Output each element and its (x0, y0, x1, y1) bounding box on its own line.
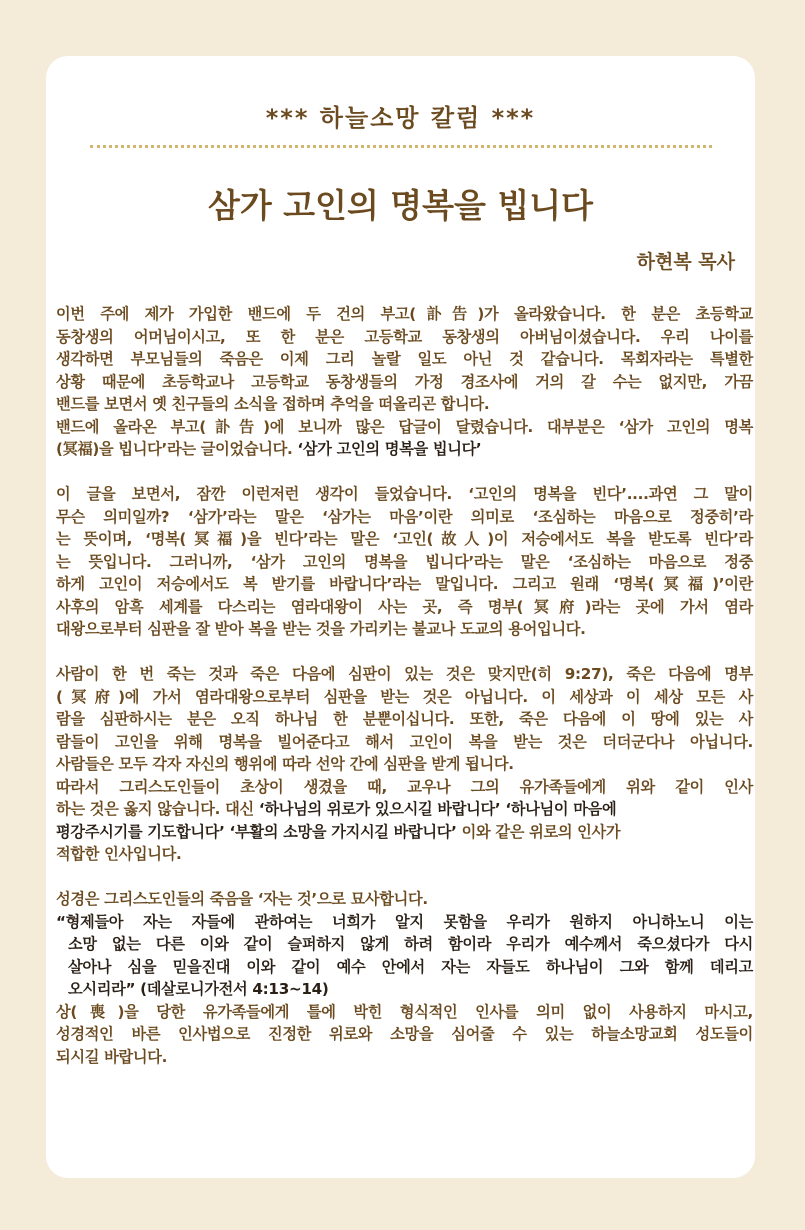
body-text: 하는 것은 옳지 않습니다. 대신 (56, 800, 259, 818)
body-line: 되시길 바랍니다. (56, 1047, 168, 1066)
column-header: *** 하늘소망 칼럼 *** (265, 104, 536, 132)
body-line: 하게 고인이 저승에서도 복 받기를 바랍니다’라는 말입니다. 그리고 원래 ‘명복(冥福)’이란 (56, 575, 753, 593)
body-line: 생각하면 부모님들의 죽음은 이제 그리 놀랄 일도 아닌 것 같습니다. 목회자라는 특별한 (56, 350, 753, 368)
quote-line: 오시리라” (데살로니가전서 4:13~14) (68, 980, 329, 998)
body-line: 는 뜻입니다. 그러니까, ‘삼가 고인의 명복을 빕니다’라는 말은 ‘조심하는 마음으로 정중 (56, 552, 753, 571)
paragraph-gap (56, 641, 753, 664)
body-line: 람들이 고인을 위해 명복을 빌어준다고 해서 고인이 복을 받는 것은 더더군다나 아닙니다. (56, 732, 753, 751)
body-line: 사후의 암흑 세계를 다스리는 염라대왕이 사는 곳, 즉 명부(冥府)라는 곳에 가서 염라 (56, 597, 753, 616)
quote-line: 소망 없는 다른 이와 같이 슬퍼하지 않게 하려 함이라 우리가 예수께서 죽으셨다가 다시 (68, 935, 753, 953)
paragraph-gap (56, 866, 753, 889)
body-line: 따라서 그리스도인들이 초상이 생겼을 때, 교우나 그의 유가족들에게 위와 같이 인사 (56, 777, 753, 796)
body-line (56, 438, 753, 461)
body-line: 사람이 한 번 죽는 것과 죽은 다음에 심판이 있는 것은 맞지만(히 9:27), 죽은 다음에 명부 (56, 665, 753, 683)
body-line: 밴드를 보면서 옛 친구들의 소식을 접하며 추억을 떠올리곤 합니다. (56, 395, 490, 413)
body-line: 사람들은 모두 각자 자신의 행위에 따라 선악 간에 심판을 받게 됩니다. (56, 755, 514, 773)
quote-line: 살아나 심을 믿을진대 이와 같이 예수 안에서 자는 자들도 하나님이 그와 함께 데리고 (68, 957, 753, 976)
paragraph-5 (56, 888, 753, 1068)
body-text: (冥福)을 빕니다’라는 글이었습니다. (56, 440, 298, 458)
article-title: 삼가 고인의 명복을 빕니다 (207, 186, 594, 225)
body-line: (冥府)에 가서 염라대왕으로부터 심판을 받는 것은 아닙니다. 이 세상과 이 세상 모든 사 (56, 687, 753, 706)
body-line: 람을 심판하시는 분은 오직 하나님 한 분뿐이십니다. 또한, 죽은 다음에 이 땅에 있는 사 (56, 710, 753, 728)
column-card (46, 56, 755, 1178)
paragraph-3 (56, 483, 753, 641)
body-line: 이 글을 보면서, 잠깐 이런저런 생각이 들었습니다. ‘고인의 명복을 빈다’....과연 그 말이 (56, 485, 753, 503)
scripture-quote (56, 911, 753, 1001)
body-line: 상황 때문에 초등학교나 고등학교 동창생들의 가정 경조사에 거의 갈 수는 없지만, 가끔 (56, 372, 753, 391)
body-line: 밴드에 올라온 부고(訃告)에 보니까 많은 답글이 달렸습니다. 대부분은 ‘삼가 고인의 명복 (56, 417, 753, 436)
paragraph-2 (56, 416, 753, 461)
quoted-phrase: ‘하나님의 위로가 있으시길 바랍니다’ ‘하나님이 마음에 (258, 800, 617, 818)
body-line (56, 798, 753, 821)
paragraph-4 (56, 663, 753, 866)
body-text: 이와 같은 위로의 인사가 (456, 822, 621, 841)
dotted-divider (90, 145, 712, 148)
quoted-phrase: 평강주시기를 기도합니다’ ‘부활의 소망을 가지시길 바랍니다’ (56, 822, 457, 841)
quote-line: “형제들아 자는 자들에 관하여는 너희가 알지 못함을 우리가 원하지 아니하노니 이는 (56, 912, 753, 931)
paragraph-gap (56, 461, 753, 484)
body-line: 성경적인 바른 인사법으로 진정한 위로와 소망을 심어줄 수 있는 하늘소망교회 성도들이 (56, 1025, 753, 1043)
quoted-phrase: ‘삼가 고인의 명복을 빕니다’ (297, 440, 482, 458)
paragraph-1 (56, 303, 753, 416)
body-line: 상(喪)을 당한 유가족들에게 틀에 박힌 형식적인 인사를 의미 없이 사용하지 마시고, (56, 1002, 753, 1021)
body-line: 동창생의 어머님이시고, 또 한 분은 고등학교 동창생의 아버님이셨습니다. 우리 나이를 (56, 327, 753, 346)
body-line (56, 821, 753, 844)
body-line: 성경은 그리스도인들의 죽음을 ‘자는 것’으로 묘사합니다. (56, 890, 428, 908)
author-name: 하현복 목사 (636, 251, 735, 273)
body-line: 적합한 인사입니다. (56, 845, 182, 863)
body-line: 이번 주에 제가 가입한 밴드에 두 건의 부고(訃告)가 올라왔습니다. 한 분은 초등학교 (56, 305, 753, 323)
body-line: 대왕으로부터 심판을 잘 받아 복을 받는 것을 가리키는 불교나 도교의 용어입니다. (56, 620, 586, 638)
body-line: 는 뜻이며, ‘명복(冥福)을 빈다’라는 말은 ‘고인(故人)이 저승에서도 복을 받도록 빈다’라 (56, 530, 753, 548)
article-body (56, 303, 753, 1068)
body-line: 무슨 의미일까? ‘삼가’라는 말은 ‘삼가는 마음’이란 의미로 ‘조심하는 마음으로 정중히’라 (56, 507, 753, 526)
